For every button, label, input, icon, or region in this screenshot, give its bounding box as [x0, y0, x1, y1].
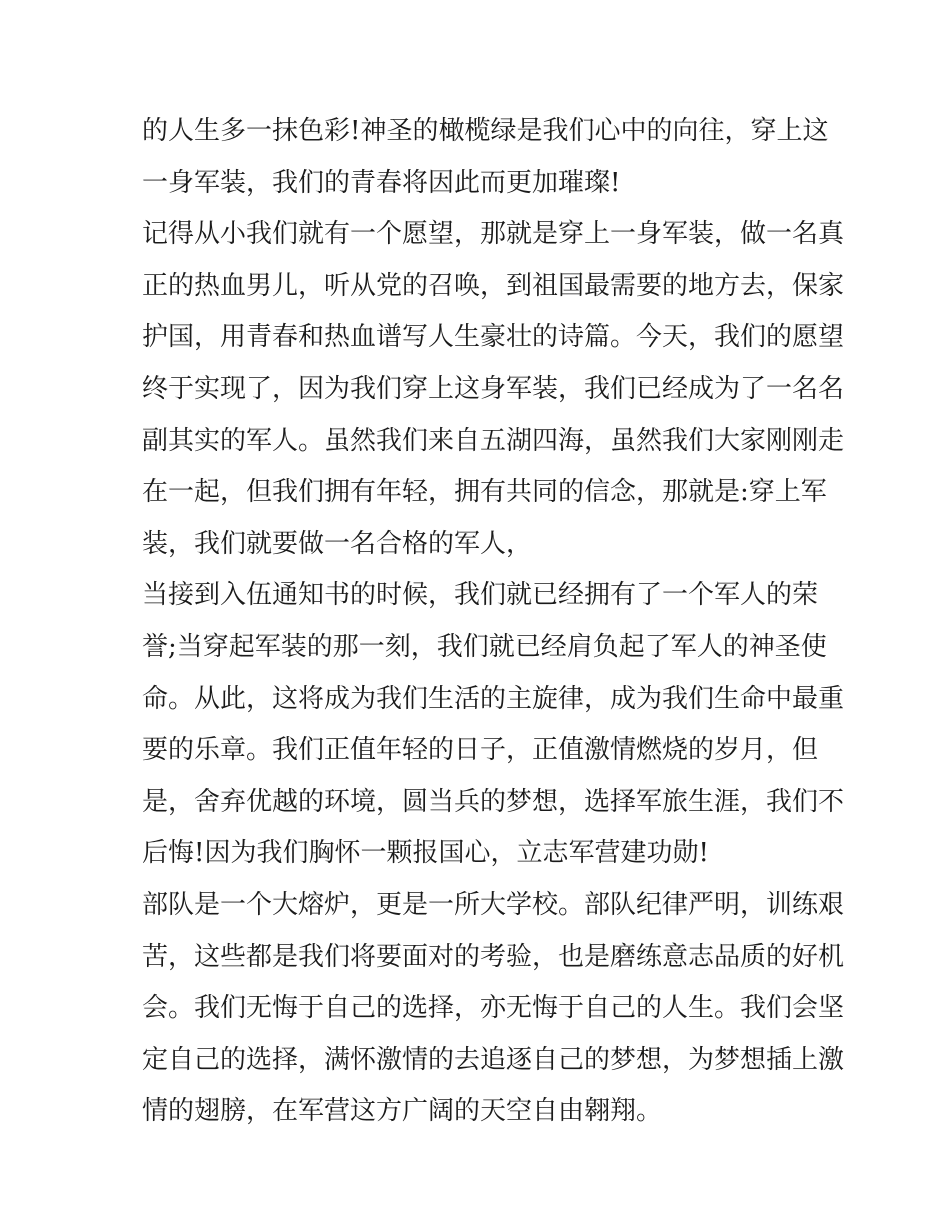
document-body: [142, 106, 845, 1138]
text-line: 后悔!因为我们胸怀一颗报国心，立志军营建功勋!: [142, 838, 709, 869]
text-line: 正的热血男儿，听从党的召唤，到祖国最需要的地方去，保家: [142, 270, 845, 301]
text-line: 会。我们无悔于自己的选择，亦无悔于自己的人生。我们会坚: [142, 993, 845, 1024]
text-line: 一身军装，我们的青春将因此而更加璀璨!: [142, 167, 621, 198]
text-line: 命。从此，这将成为我们生活的主旋律，成为我们生命中最重: [142, 683, 845, 714]
text-line: 定自己的选择，满怀激情的去追逐自己的梦想，为梦想插上激: [142, 1044, 845, 1075]
text-line: 在一起，但我们拥有年轻，拥有共同的信念，那就是:穿上军: [142, 477, 827, 508]
text-line: 情的翅膀，在军营这方广阔的天空自由翱翔。: [142, 1096, 663, 1127]
text-line: 苦，这些都是我们将要面对的考验，也是磨练意志品质的好机: [142, 941, 845, 972]
text-line: 誉;当穿起军装的那一刻，我们就已经肩负起了军人的神圣使: [142, 631, 827, 662]
text-line: 装，我们就要做一名合格的军人，: [142, 528, 533, 559]
text-line: 记得从小我们就有一个愿望，那就是穿上一身军装，做一名真: [142, 219, 845, 250]
text-line: 副其实的军人。虽然我们来自五湖四海，虽然我们大家刚刚走: [142, 425, 845, 456]
text-line: 的人生多一抹色彩!神圣的橄榄绿是我们心中的向往，穿上这: [142, 116, 829, 146]
text-line: 部队是一个大熔炉，更是一所大学校。部队纪律严明，训练艰: [142, 889, 845, 920]
text-line: 是，舍弃优越的环境，圆当兵的梦想，选择军旅生涯，我们不: [142, 786, 845, 817]
text-line: 当接到入伍通知书的时候，我们就已经拥有了一个军人的荣: [142, 580, 819, 611]
text-line: 护国，用青春和热血谱写人生豪壮的诗篇。今天，我们的愿望: [142, 322, 845, 353]
text-line: 要的乐章。我们正值年轻的日子，正值激情燃烧的岁月，但: [142, 735, 819, 766]
text-line: 终于实现了，因为我们穿上这身军装，我们已经成为了一名名: [142, 373, 845, 404]
